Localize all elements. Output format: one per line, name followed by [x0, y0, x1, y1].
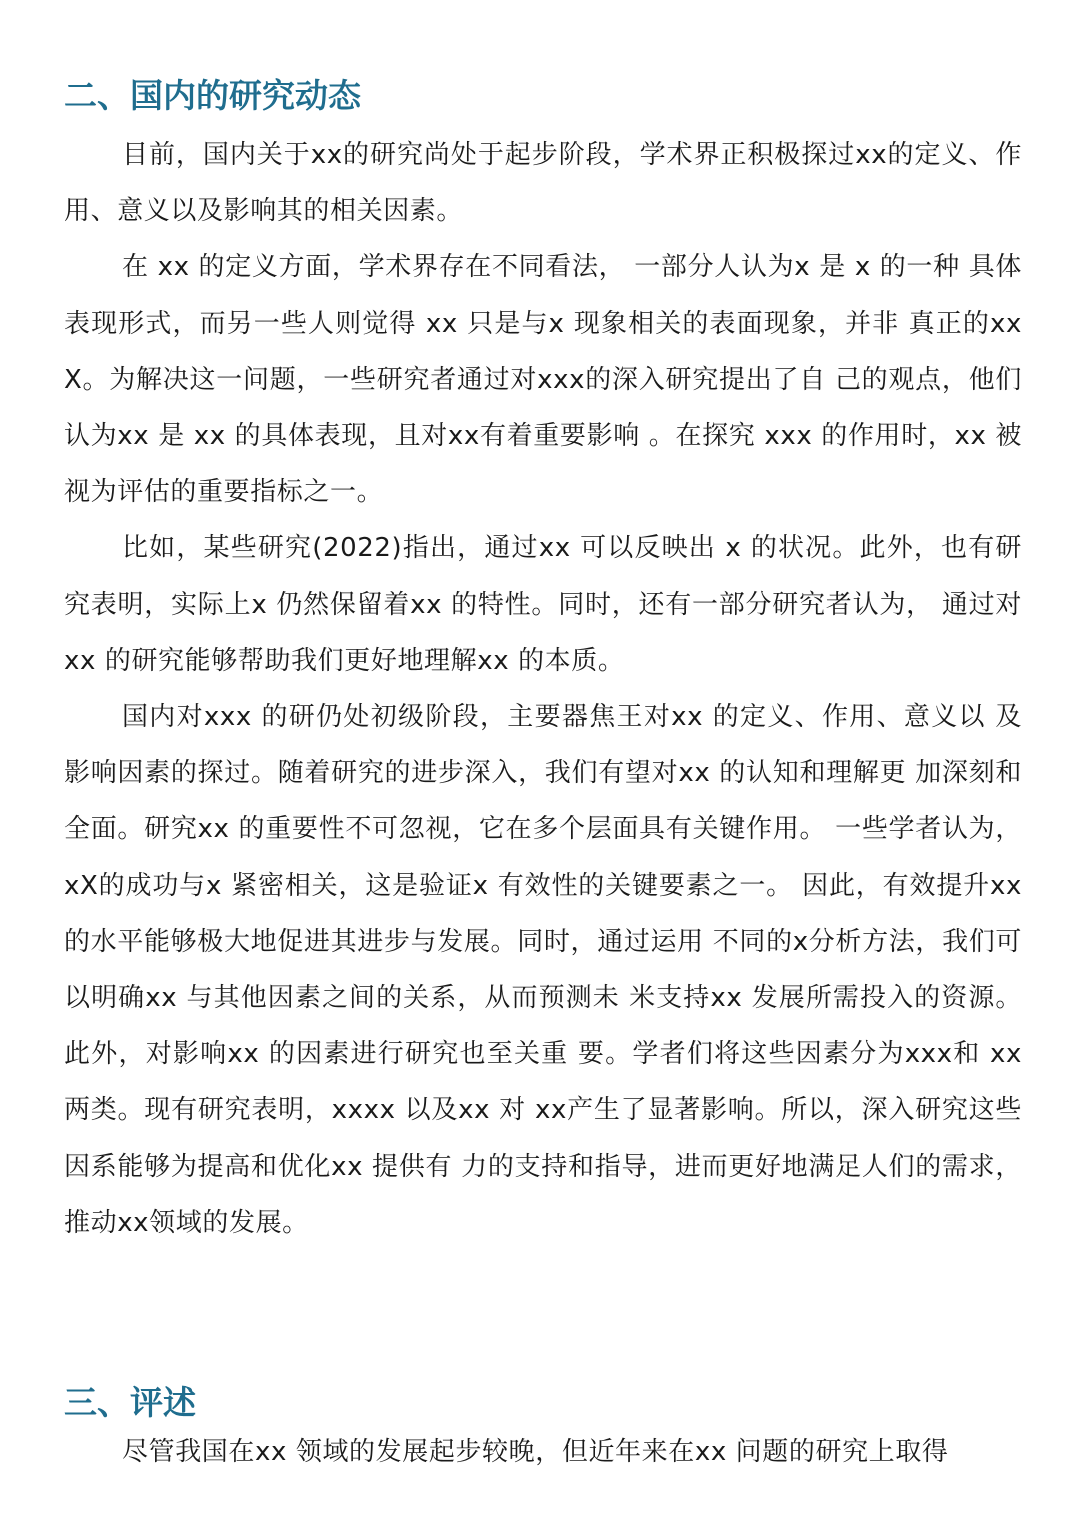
section-body-review — [64, 1435, 1022, 1469]
section-heading-domestic-research: 二、国内的研究动态 — [64, 76, 361, 115]
section-body-domestic-research — [64, 127, 1022, 1251]
paragraph: 比如，某些研究(2022)指出，通过xx 可以反映出 x 的状况。此外，也有研究表明，实际上x 仍然保留着xx 的特性。同时，还有一部分研究者认为， 通过对xx 的研究能够帮助我们更好地理解xx 的本质。 — [64, 533, 1022, 676]
paragraph: 尽管我国在xx 领域的发展起步较晚，但近年来在xx 问题的研究上取得 — [122, 1437, 949, 1467]
section-heading-review: 三、评述 — [64, 1383, 196, 1422]
paragraph: 目前，国内关于xx的研究尚处于起步阶段，学术界正积极探过xx的定义、作用、意义以及影响其的相关因素。 — [64, 140, 1022, 227]
paragraph: 在 xx 的定义方面，学术界存在不同看法， 一部分人认为x 是 x 的一种 具体表现形式，而另一些人则觉得 xx 只是与x 现象相关的表面现象，并非 真正的xxX。为解决这一问题，一些研究者通过对xxx的深入研究提出了自 己的观点，他们认为xx 是 xx 的具体表现，且对xx有着重要影响 。在探究 xxx 的作用时，xx 被视为评估的重要指标之一。 — [64, 252, 1022, 508]
paragraph: 国内对xxx 的研仍处初级阶段，主要器焦王对xx 的定义、作用、意义以 及影响因素的探过。随着研究的进步深入，我们有望对xx 的认知和理解更 加深刻和全面。研究xx 的重要性不可忽视，它在多个层面具有关键作用。 一些学者认为，xX的成功与x 紧密相关，这是验证x 有效性的关键要素之一。 因此，有效提升xx 的水平能够极大地促进其进步与发展。同时，通过运用 不同的x分析方法，我们可以明确xx 与其他因素之间的关系，从而预测未 米支持xx 发展所需投入的资源。此外，对影响xx 的因素进行研究也至关重 要。学者们将这些因素分为xxx和 xx 两类。现有研究表明，xxxx 以及xx 对 xx产生了显著影响。所以，深入研究这些因系能够为提高和优化xx 提供有 力的支持和指导，进而更好地满足人们的需求，推动xx领域的发展。 — [64, 702, 1022, 1238]
